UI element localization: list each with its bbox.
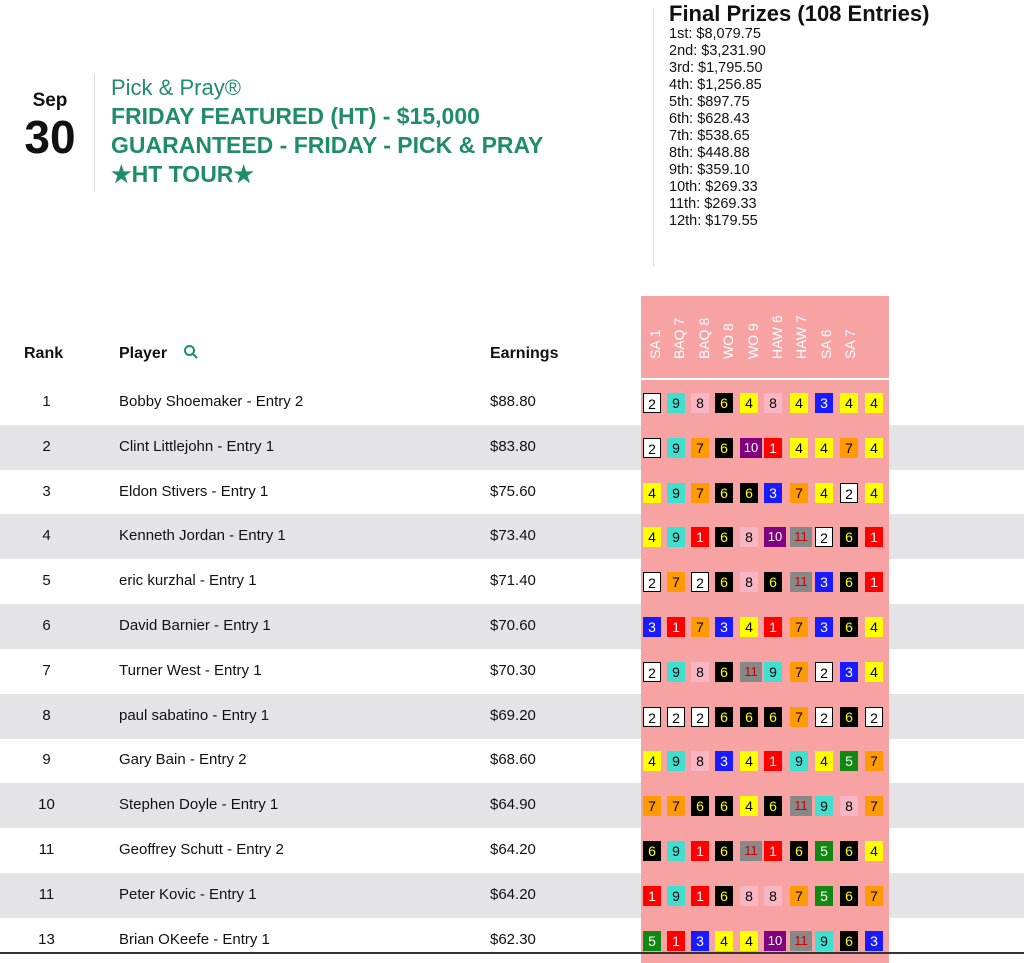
pick-badge: 9 bbox=[667, 886, 685, 906]
pick-badge: 8 bbox=[691, 751, 709, 771]
table-row[interactable] bbox=[0, 828, 1024, 873]
pick-badge: 9 bbox=[667, 393, 685, 413]
pick-badge: 2 bbox=[691, 572, 709, 592]
race-label-text: BAQ 8 bbox=[695, 317, 712, 359]
rank-value: 10 bbox=[38, 796, 55, 814]
event-title-line-2: GUARANTEED - FRIDAY - PICK & PRAY bbox=[111, 132, 544, 158]
prize-item: 11th: $269.33 bbox=[669, 196, 757, 212]
pick-badge: 7 bbox=[691, 438, 709, 458]
rank-value: 5 bbox=[42, 572, 51, 590]
pick-badge: 6 bbox=[715, 572, 733, 592]
pick-badge: 11 bbox=[740, 841, 762, 861]
pick-badge: 4 bbox=[643, 483, 661, 503]
pick-badge: 3 bbox=[815, 617, 833, 637]
table-row[interactable] bbox=[0, 783, 1024, 828]
pick-badge: 2 bbox=[643, 707, 661, 727]
race-label bbox=[815, 301, 837, 375]
race-label-text: HAW 6 bbox=[769, 315, 785, 359]
pick-badge: 1 bbox=[865, 572, 883, 592]
pick-badge: 4 bbox=[865, 841, 883, 861]
pick-badge: 9 bbox=[790, 751, 808, 771]
pick-badge: 3 bbox=[764, 483, 782, 503]
pick-badge: 7 bbox=[865, 751, 883, 771]
pick-badge: 6 bbox=[643, 841, 661, 861]
pick-badge: 6 bbox=[790, 841, 808, 861]
pick-badge: 9 bbox=[667, 527, 685, 547]
final-prizes bbox=[669, 2, 929, 230]
pick-badge: 4 bbox=[790, 438, 808, 458]
race-label bbox=[790, 301, 812, 375]
pick-badge: 2 bbox=[840, 483, 858, 503]
pick-badge: 1 bbox=[764, 841, 782, 861]
pick-badge: 6 bbox=[715, 662, 733, 682]
pick-badge: 2 bbox=[643, 438, 661, 458]
prize-item: 4th: $1,256.85 bbox=[669, 77, 762, 93]
player-name[interactable]: Bobby Shoemaker - Entry 2 bbox=[119, 393, 304, 410]
divider bbox=[94, 74, 95, 192]
table-row[interactable] bbox=[0, 470, 1024, 515]
pick-badge: 4 bbox=[865, 662, 883, 682]
race-label bbox=[693, 301, 715, 375]
pick-badge: 7 bbox=[790, 662, 808, 682]
pick-badge: 9 bbox=[667, 662, 685, 682]
earnings-value: $70.60 bbox=[490, 617, 536, 634]
event-month: Sep bbox=[32, 90, 68, 111]
pick-badge: 7 bbox=[691, 617, 709, 637]
pick-badge: 4 bbox=[865, 393, 883, 413]
pick-badge: 6 bbox=[764, 572, 782, 592]
race-label-text: SA 7 bbox=[842, 329, 859, 359]
race-label bbox=[766, 301, 788, 375]
pick-badge: 7 bbox=[865, 796, 883, 816]
pick-badge: 4 bbox=[865, 483, 883, 503]
pick-badge: 3 bbox=[691, 931, 709, 951]
pick-badge: 6 bbox=[715, 841, 733, 861]
pick-badge: 6 bbox=[715, 796, 733, 816]
race-label-text: WO 9 bbox=[744, 323, 761, 359]
pick-badge: 11 bbox=[790, 796, 812, 816]
pick-badge: 1 bbox=[691, 886, 709, 906]
table-row[interactable] bbox=[0, 380, 1024, 425]
earnings-value: $75.60 bbox=[490, 482, 536, 500]
pick-badge: 6 bbox=[691, 796, 709, 816]
pick-badge: 4 bbox=[815, 483, 833, 503]
table-row[interactable] bbox=[0, 738, 1024, 783]
prize-item: 3rd: $1,795.50 bbox=[669, 60, 763, 76]
pick-badge: 9 bbox=[764, 662, 782, 682]
prize-item: 7th: $538.65 bbox=[669, 128, 750, 144]
table-row[interactable] bbox=[0, 425, 1024, 470]
earnings-value: $64.20 bbox=[490, 841, 536, 858]
race-label-text: WO 8 bbox=[720, 323, 737, 359]
race-header bbox=[641, 296, 889, 378]
pick-badge: 1 bbox=[865, 527, 883, 547]
pick-badge: 4 bbox=[643, 751, 661, 771]
pick-badge: 11 bbox=[790, 527, 812, 547]
prize-item: 12th: $179.55 bbox=[669, 213, 758, 229]
pick-badge: 8 bbox=[764, 393, 782, 413]
pick-badge: 2 bbox=[815, 662, 833, 682]
pick-badge: 9 bbox=[667, 483, 685, 503]
divider bbox=[653, 8, 654, 266]
pick-badge: 4 bbox=[865, 617, 883, 637]
pick-badge: 10 bbox=[740, 438, 762, 458]
race-label bbox=[644, 301, 666, 375]
pick-badge: 6 bbox=[715, 707, 733, 727]
event-title-line-3: ★HT TOUR★ bbox=[111, 161, 255, 187]
pick-badge: 7 bbox=[691, 483, 709, 503]
table-row[interactable] bbox=[0, 559, 1024, 604]
pick-badge: 9 bbox=[667, 751, 685, 771]
pick-badge: 3 bbox=[815, 572, 833, 592]
table-row[interactable] bbox=[0, 604, 1024, 649]
player-name[interactable]: eric kurzhal - Entry 1 bbox=[119, 572, 257, 590]
pick-badge: 6 bbox=[715, 483, 733, 503]
pick-badge: 6 bbox=[840, 886, 858, 906]
race-label bbox=[742, 301, 764, 375]
prize-item: 1st: $8,079.75 bbox=[669, 26, 761, 42]
pick-badge: 6 bbox=[840, 931, 858, 951]
event-title-line-1: FRIDAY FEATURED (HT) - $15,000 bbox=[111, 103, 480, 129]
pick-badge: 8 bbox=[740, 572, 758, 592]
pick-badge: 1 bbox=[691, 841, 709, 861]
pick-badge: 1 bbox=[667, 617, 685, 637]
pick-badge: 3 bbox=[840, 662, 858, 682]
rank-value: 13 bbox=[38, 930, 55, 948]
pick-badge: 6 bbox=[840, 707, 858, 727]
pick-badge: 8 bbox=[691, 662, 709, 682]
event-day: 30 bbox=[24, 111, 76, 163]
pick-badge: 7 bbox=[790, 617, 808, 637]
pick-badge: 10 bbox=[764, 931, 786, 951]
pick-badge: 9 bbox=[667, 438, 685, 458]
rank-value: 1 bbox=[42, 393, 51, 410]
pick-badge: 6 bbox=[764, 707, 782, 727]
pick-badge: 4 bbox=[865, 438, 883, 458]
pick-badge: 6 bbox=[715, 393, 733, 413]
pick-badge: 6 bbox=[715, 527, 733, 547]
pick-badge: 3 bbox=[643, 617, 661, 637]
pick-badge: 2 bbox=[643, 572, 661, 592]
rank-value: 6 bbox=[42, 617, 51, 634]
pick-badge: 6 bbox=[715, 886, 733, 906]
pick-badge: 4 bbox=[715, 931, 733, 951]
table-row[interactable] bbox=[0, 694, 1024, 739]
pick-badge: 2 bbox=[643, 662, 661, 682]
pick-badge: 4 bbox=[815, 438, 833, 458]
pick-badge: 6 bbox=[840, 527, 858, 547]
pick-badge: 3 bbox=[715, 751, 733, 771]
pick-badge: 8 bbox=[764, 886, 782, 906]
earnings-value: $64.20 bbox=[490, 885, 536, 903]
player-name[interactable]: Gary Bain - Entry 2 bbox=[119, 751, 247, 769]
pick-badge: 2 bbox=[643, 393, 661, 413]
pick-badge: 4 bbox=[840, 393, 858, 413]
earnings-value: $68.60 bbox=[490, 751, 536, 769]
earnings-value: $83.80 bbox=[490, 437, 536, 455]
event-date bbox=[14, 90, 86, 162]
pick-badge: 11 bbox=[790, 572, 812, 592]
player-name[interactable]: paul sabatino - Entry 1 bbox=[119, 706, 270, 724]
prize-list bbox=[669, 26, 929, 230]
pick-badge: 1 bbox=[667, 931, 685, 951]
pick-badge: 6 bbox=[764, 796, 782, 816]
event-title bbox=[111, 74, 543, 189]
pick-badge: 9 bbox=[667, 841, 685, 861]
rank-value: 3 bbox=[42, 482, 51, 500]
pick-badge: 1 bbox=[764, 617, 782, 637]
pick-badge: 5 bbox=[815, 841, 833, 861]
pick-badge: 1 bbox=[643, 886, 661, 906]
rank-value: 11 bbox=[38, 885, 55, 903]
earnings-value: $73.40 bbox=[490, 527, 536, 545]
pick-badge: 3 bbox=[715, 617, 733, 637]
prize-item: 8th: $448.88 bbox=[669, 145, 750, 161]
pick-badge: 1 bbox=[764, 438, 782, 458]
pick-badge: 6 bbox=[840, 572, 858, 592]
pick-badge: 2 bbox=[815, 527, 833, 547]
pick-badge: 4 bbox=[740, 796, 758, 816]
table-row[interactable] bbox=[0, 649, 1024, 694]
player-name[interactable]: Geoffrey Schutt - Entry 2 bbox=[119, 841, 284, 858]
race-label bbox=[717, 301, 739, 375]
pick-badge: 7 bbox=[667, 572, 685, 592]
pick-badge: 8 bbox=[740, 527, 758, 547]
pick-badge: 11 bbox=[790, 931, 812, 951]
pick-badge: 7 bbox=[840, 438, 858, 458]
pick-badge: 7 bbox=[667, 796, 685, 816]
pick-badge: 2 bbox=[667, 707, 685, 727]
prize-item: 2nd: $3,231.90 bbox=[669, 43, 766, 59]
prizes-heading: Final Prizes (108 Entries) bbox=[669, 1, 930, 26]
prize-item: 6th: $628.43 bbox=[669, 111, 750, 127]
table-row[interactable] bbox=[0, 918, 1024, 963]
pick-badge: 7 bbox=[865, 886, 883, 906]
pick-badge: 4 bbox=[740, 393, 758, 413]
pick-badge: 1 bbox=[691, 527, 709, 547]
rank-value: 2 bbox=[42, 437, 51, 455]
pick-badge: 5 bbox=[643, 931, 661, 951]
prize-item: 5th: $897.75 bbox=[669, 94, 750, 110]
race-label bbox=[668, 301, 690, 375]
pick-badge: 1 bbox=[764, 751, 782, 771]
pick-badge: 10 bbox=[764, 527, 786, 547]
pick-badge: 4 bbox=[790, 393, 808, 413]
pick-badge: 6 bbox=[840, 841, 858, 861]
earnings-value: $70.30 bbox=[490, 661, 536, 679]
race-label-text: SA 6 bbox=[817, 329, 834, 359]
event-subtitle: Pick & Pray® bbox=[111, 75, 241, 100]
pick-badge: 9 bbox=[815, 796, 833, 816]
earnings-value: $64.90 bbox=[490, 796, 536, 814]
player-name[interactable]: Stephen Doyle - Entry 1 bbox=[119, 796, 279, 814]
rank-value: 4 bbox=[42, 527, 51, 545]
pick-badge: 7 bbox=[790, 483, 808, 503]
pick-badge: 5 bbox=[815, 886, 833, 906]
pick-badge: 2 bbox=[815, 707, 833, 727]
pick-badge: 4 bbox=[740, 617, 758, 637]
pick-badge: 5 bbox=[840, 751, 858, 771]
player-header[interactable]: Player bbox=[119, 345, 168, 362]
pick-badge: 6 bbox=[715, 438, 733, 458]
prize-item: 10th: $269.33 bbox=[669, 179, 758, 195]
pick-badge: 8 bbox=[740, 886, 758, 906]
player-name[interactable]: Turner West - Entry 1 bbox=[119, 661, 262, 679]
pick-badge: 6 bbox=[740, 707, 758, 727]
rank-value: 8 bbox=[42, 706, 51, 724]
pick-badge: 4 bbox=[815, 751, 833, 771]
pick-badge: 2 bbox=[865, 707, 883, 727]
player-name[interactable]: Peter Kovic - Entry 1 bbox=[119, 885, 257, 903]
race-label-text: SA 1 bbox=[647, 329, 663, 359]
search-icon[interactable] bbox=[183, 344, 199, 360]
rank-value: 11 bbox=[38, 841, 55, 858]
pick-badge: 2 bbox=[691, 707, 709, 727]
pick-badge: 7 bbox=[790, 707, 808, 727]
prize-item: 9th: $359.10 bbox=[669, 162, 750, 178]
pick-badge: 6 bbox=[740, 483, 758, 503]
earnings-value: $71.40 bbox=[490, 572, 536, 590]
pick-badge: 4 bbox=[643, 527, 661, 547]
table-row[interactable] bbox=[0, 873, 1024, 918]
table-row[interactable] bbox=[0, 514, 1024, 559]
rank-value: 7 bbox=[42, 661, 51, 679]
earnings-header[interactable]: Earnings bbox=[490, 345, 559, 362]
race-label-text: HAW 7 bbox=[793, 315, 810, 359]
pick-badge: 8 bbox=[691, 393, 709, 413]
rank-header[interactable]: Rank bbox=[24, 345, 64, 362]
player-name[interactable]: Kenneth Jordan - Entry 1 bbox=[119, 527, 286, 545]
pick-badge: 3 bbox=[865, 931, 883, 951]
pick-badge: 6 bbox=[840, 617, 858, 637]
pick-badge: 7 bbox=[643, 796, 661, 816]
earnings-value: $88.80 bbox=[490, 393, 536, 410]
pick-badge: 4 bbox=[740, 751, 758, 771]
pick-badge: 8 bbox=[840, 796, 858, 816]
pick-badge: 11 bbox=[740, 662, 762, 682]
player-name[interactable]: Brian OKeefe - Entry 1 bbox=[119, 930, 270, 948]
rank-value: 9 bbox=[42, 751, 51, 769]
earnings-value: $69.20 bbox=[490, 706, 536, 724]
pick-badge: 7 bbox=[790, 886, 808, 906]
player-name[interactable]: Eldon Stivers - Entry 1 bbox=[119, 482, 269, 500]
player-name[interactable]: David Barnier - Entry 1 bbox=[119, 617, 271, 634]
pick-badge: 4 bbox=[740, 931, 758, 951]
player-name[interactable]: Clint Littlejohn - Entry 1 bbox=[119, 437, 275, 455]
earnings-value: $62.30 bbox=[490, 930, 536, 948]
pick-badge: 3 bbox=[815, 393, 833, 413]
race-label bbox=[839, 301, 861, 375]
pick-badge: 9 bbox=[815, 931, 833, 951]
race-label-text: BAQ 7 bbox=[671, 317, 688, 359]
